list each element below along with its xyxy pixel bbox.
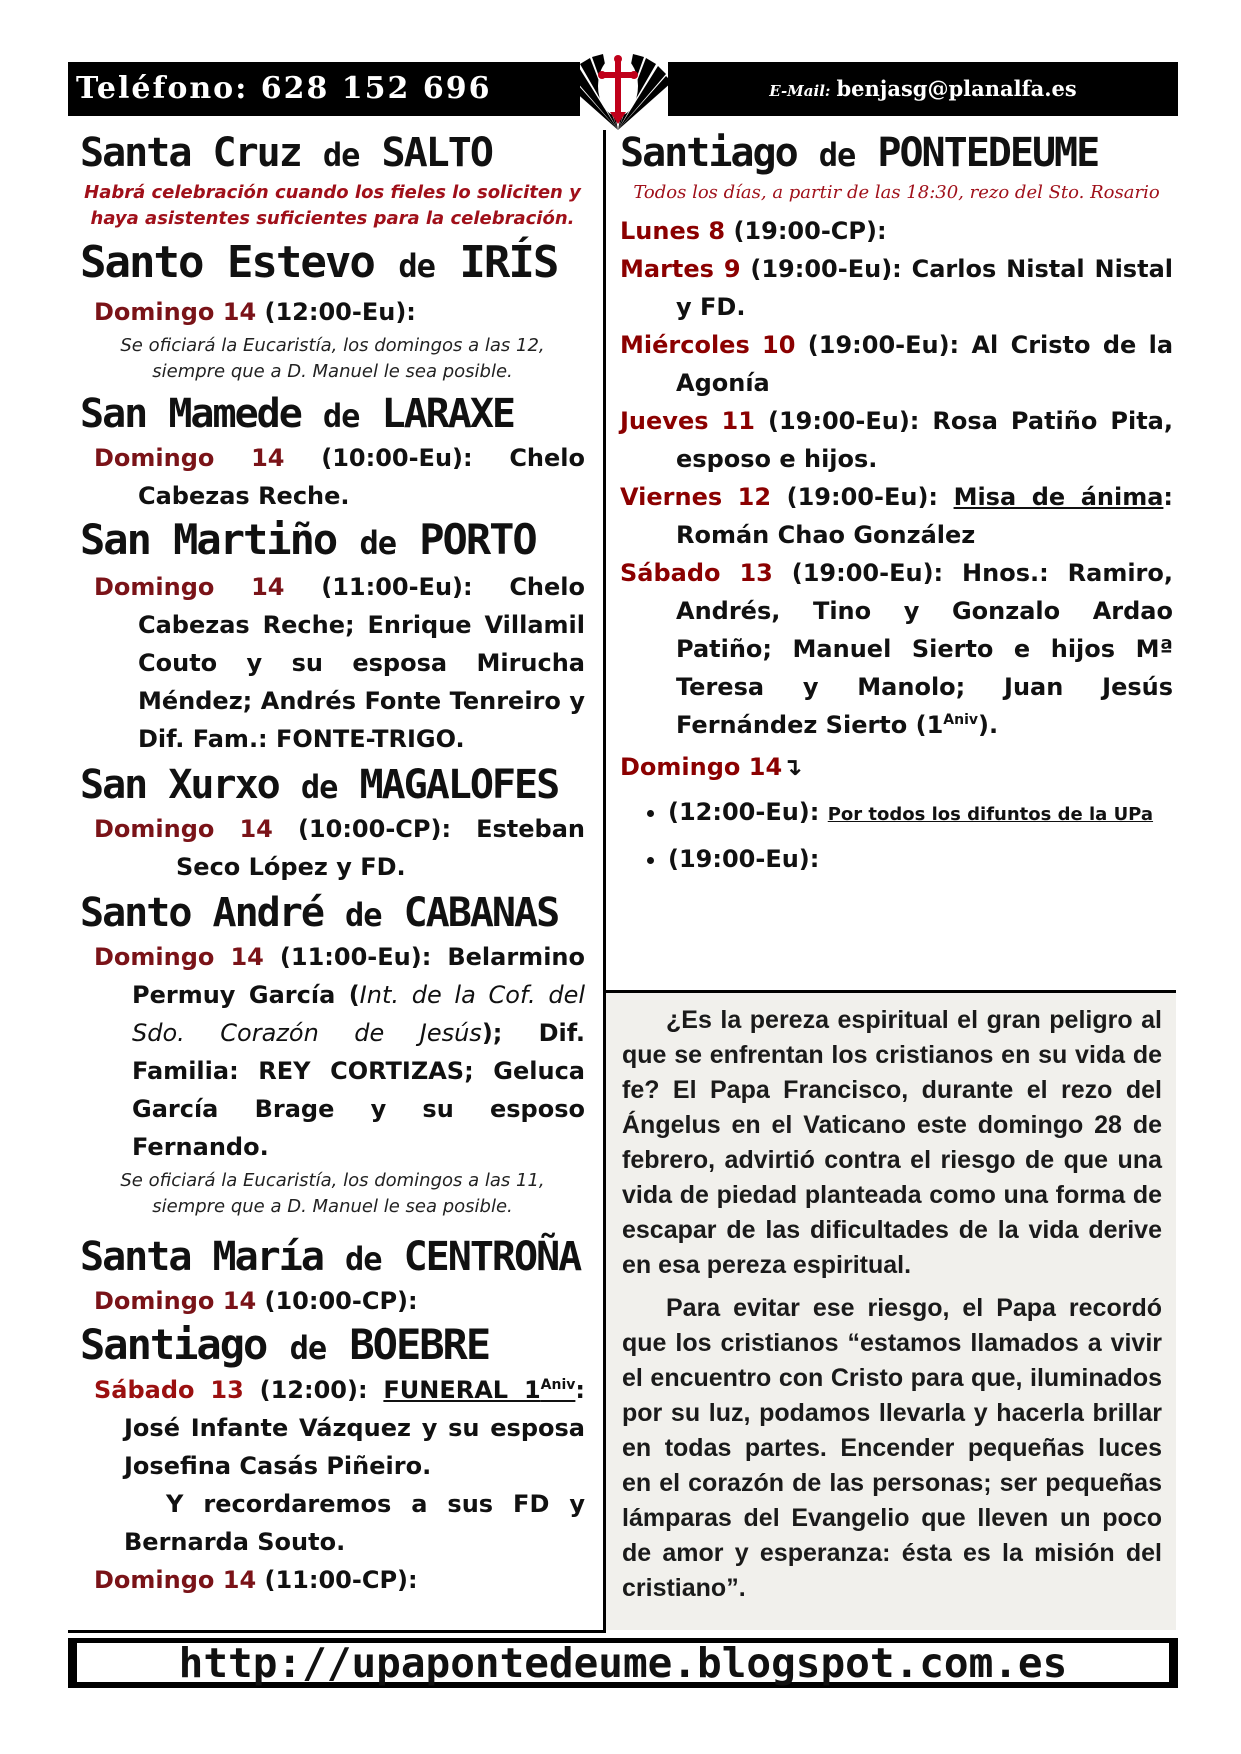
mass-entry xyxy=(80,810,585,886)
article-paragraph: ¿Es la pereza espiritual el gran peligro al que se enfrentan los cristianos en su vida de fe? El Papa Francisco, durante el rezo del Ángelus en el Vaticano este domingo 28 de febrero, advirtió contra el riesgo de que una vida de piedad planteada como una forma de escapar de las dificultades de la vida derive en esa pereza espiritual. xyxy=(622,1006,1162,1279)
blog-url-link[interactable]: http://upapontedeume.blogspot.com.es xyxy=(178,1639,1068,1687)
sunday-mass-list xyxy=(620,790,1173,884)
parish-title: San Mamede de LARAXE xyxy=(80,391,515,437)
parish-note: Todos los días, a partir de las 18:30, rezo del Sto. Rosario xyxy=(633,182,1160,203)
parish-magalofes xyxy=(80,762,585,886)
phone-text: Teléfono: 628 152 696 xyxy=(76,71,492,106)
parish-note xyxy=(80,333,585,385)
mass-text: (19:00-Eu): Carlos Nistal Nistal y FD. xyxy=(676,255,1173,321)
article-paragraph: Para evitar ese riesgo, el Papa recordó que los cristianos “estamos llamados a vivir el encuentro con Cristo para que, iluminados por su luz, podamos llevarla y hacerla brillar en todas partes. Encender pequeñas luces en el corazón de las personas; ser pequeñas lámparas del Evangelio que lleven un poco de amor y esperanza: ésta es la misión del cristiano”. xyxy=(622,1294,1162,1602)
parish-title: Santa María de CENTROÑA xyxy=(80,1234,581,1280)
parish-boebre xyxy=(80,1322,585,1599)
mass-day: Domingo 14 xyxy=(94,298,257,326)
mass-text: (12:00-Eu): xyxy=(264,298,416,326)
parish-title: Santiago de PONTEDEUME xyxy=(620,130,1099,176)
parish-title: San Martiño de PORTO xyxy=(80,515,536,564)
mass-day: Sábado 13 xyxy=(94,1376,244,1404)
mass-day: Viernes 12 xyxy=(620,483,772,511)
mass-entry xyxy=(620,554,1173,744)
mass-entry xyxy=(620,478,1173,554)
mass-entry xyxy=(80,1561,585,1599)
mass-entry xyxy=(620,250,1173,326)
mass-entry xyxy=(620,212,1173,250)
parish-title: Santiago de BOEBRE xyxy=(80,1320,490,1369)
mass-day: Lunes 8 xyxy=(620,217,726,245)
parish-note xyxy=(80,1168,585,1220)
mass-entry xyxy=(80,1282,585,1320)
article-box xyxy=(606,993,1176,1630)
parish-title: Santo André de CABANAS xyxy=(80,890,559,936)
mass-text: ); Dif. Familia: REY CORTIZAS; Geluca García Brage y su esposo Fernando. xyxy=(132,1019,585,1161)
mass-text: (12:00): xyxy=(259,1376,368,1404)
mass-entry xyxy=(80,439,585,515)
mass-day: Martes 9 xyxy=(620,255,741,283)
bottom-rule xyxy=(68,1630,603,1633)
mass-day: Sábado 13 xyxy=(620,559,773,587)
email-address[interactable]: benjasg@planalfa.es xyxy=(836,76,1077,101)
mass-text: (11:00-Eu): Chelo Cabezas Reche; Enrique Villamil Couto y su esposa Mirucha Méndez; Andrés Fonte Tenreiro y Dif. Fam.: FONTE-TRIGO. xyxy=(138,573,586,753)
mass-entry xyxy=(80,1371,585,1485)
funeral-text: FUNERAL 1 xyxy=(383,1376,541,1404)
mass-text: (10:00-Eu): Chelo Cabezas Reche. xyxy=(138,444,586,510)
mass-text: (11:00-Eu): Belarmino Permuy García ( xyxy=(132,943,585,1009)
mass-text: (11:00-CP): xyxy=(264,1566,418,1594)
parish-porto xyxy=(80,517,585,758)
mass-text: (19:00-Eu): xyxy=(786,483,939,511)
mass-text: : Román Chao González xyxy=(676,483,1174,549)
mass-time: (19:00-Eu): xyxy=(668,845,820,873)
mass-day: Domingo 14 xyxy=(94,943,264,971)
email-bar xyxy=(668,62,1178,116)
mass-entry xyxy=(620,748,1173,786)
right-column xyxy=(620,130,1173,884)
mass-day: Domingo 14 xyxy=(94,1566,257,1594)
list-item xyxy=(668,790,1173,837)
mass-text: (10:00-CP): Esteban Seco López y FD. xyxy=(176,815,586,881)
mass-time: (12:00-Eu): xyxy=(668,798,820,826)
mass-text: : José Infante Vázquez y su esposa Josefina Casás Piñeiro. xyxy=(124,1376,585,1480)
mass-day: Domingo 14 xyxy=(94,815,273,843)
mass-entry xyxy=(80,938,585,1166)
parish-title: Santo Estevo de IRÍS xyxy=(80,237,558,288)
email-label: E-Mail: xyxy=(769,82,831,100)
mass-day: Domingo 14 xyxy=(94,1287,257,1315)
mass-day: Domingo 14 xyxy=(94,444,285,472)
funeral-label xyxy=(383,1376,575,1404)
footer-url-box[interactable] xyxy=(74,1640,1172,1685)
parish-centrona xyxy=(80,1234,585,1320)
parish-title: San Xurxo de MAGALOFES xyxy=(80,762,559,808)
parish-laraxe xyxy=(80,391,585,515)
mass-day: Domingo 14 xyxy=(94,573,285,601)
mass-entry xyxy=(620,326,1173,402)
parish-title: Santa Cruz de SALTO xyxy=(80,130,492,176)
mass-entry xyxy=(620,402,1173,478)
mass-intention: Por todos los difuntos de la UPa xyxy=(827,804,1154,825)
mass-text: (19:00-Eu): Al Cristo de la Agonía xyxy=(676,331,1174,397)
note-line: siempre que a D. Manuel le sea posible. xyxy=(152,361,513,382)
mass-day: Jueves 11 xyxy=(620,407,755,435)
parish-note: Habrá celebración cuando los fieles lo soliciten y haya asistentes suficientes para la celebración. xyxy=(84,182,581,229)
parish-iris xyxy=(80,237,585,385)
mass-text: (19:00-CP): xyxy=(733,217,887,245)
parish-salto xyxy=(80,130,585,232)
left-column xyxy=(80,130,585,1599)
mass-text: ). xyxy=(978,711,999,739)
note-line: siempre que a D. Manuel le sea posible. xyxy=(152,1196,513,1217)
weekday-mass-list xyxy=(620,212,1173,478)
mass-intention: Int. de la Cof. del Sdo. Corazón de Jesús xyxy=(132,981,585,1047)
mass-text: (10:00-CP): xyxy=(264,1287,418,1315)
parish-fan-cross-logo xyxy=(560,52,676,132)
mass-text: (19:00-Eu): Hnos.: Ramiro, Andrés, Tino y Gonzalo Ardao Patiño; Manuel Sierto e hijos Mª Teresa y Manolo; Juan Jesús Fernández Sierto (1 xyxy=(676,559,1173,739)
mass-entry xyxy=(80,568,585,758)
mass-text: (19:00-Eu): Rosa Patiño Pita, esposo e hijos. xyxy=(676,407,1173,473)
list-item xyxy=(668,837,1173,884)
parish-cabanas xyxy=(80,890,585,1220)
phone-bar xyxy=(68,62,580,116)
arrow-icon: ↴ xyxy=(782,753,803,781)
mass-entry xyxy=(80,293,585,331)
mass-day: Domingo 14 xyxy=(620,753,783,781)
anniversary-superscript: Aniv xyxy=(540,1377,576,1393)
note-line: Se oficiará la Eucaristía, los domingos a las 12, xyxy=(120,335,545,356)
remembrance-entry: Y recordaremos a sus FD y Bernarda Souto. xyxy=(124,1490,585,1556)
note-line: Se oficiará la Eucaristía, los domingos a las 11, xyxy=(120,1170,545,1191)
mass-type: Misa de ánima xyxy=(953,483,1164,511)
mass-day: Miércoles 10 xyxy=(620,331,796,359)
anniversary-superscript: Aniv xyxy=(943,712,979,728)
